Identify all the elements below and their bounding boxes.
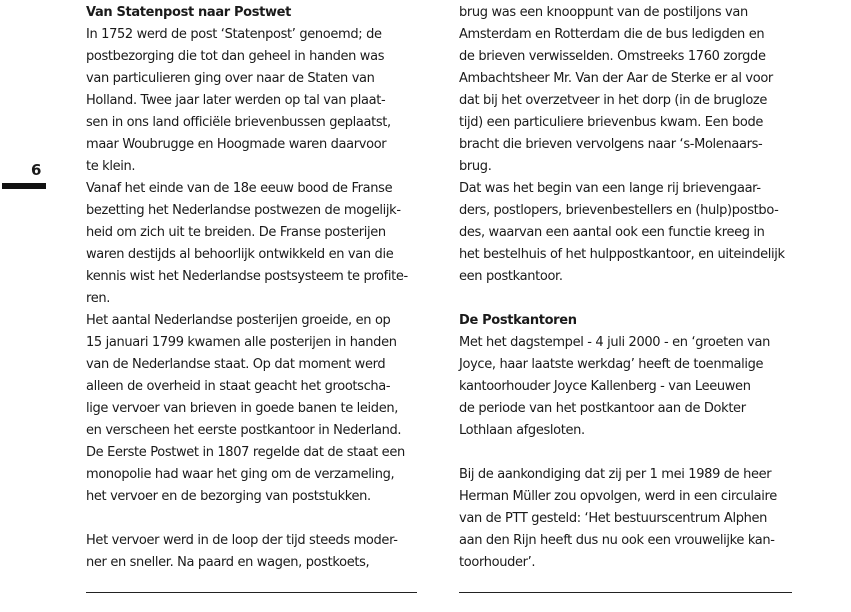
text-line: Dat was het begin van een lange rij brievengaar- — [459, 181, 761, 196]
text-line: van particulieren ging over naar de Staten van — [86, 71, 375, 86]
paragraph — [459, 332, 799, 442]
text-line: brug. — [459, 159, 492, 174]
right-column — [459, 2, 799, 574]
text-line: Herman Müller zou opvolgen, werd in een circulaire — [459, 489, 777, 504]
text-line: In 1752 werd de post ‘Statenpost’ genoemd; de — [86, 27, 382, 42]
text-line: Amsterdam en Rotterdam die de bus ledigden en — [459, 27, 765, 42]
text-line: een postkantoor. — [459, 269, 563, 284]
text-line: heid om zich uit te breiden. De Franse posterijen — [86, 225, 386, 240]
page-number: 6 — [31, 161, 42, 179]
text-line: kantoorhouder Joyce Kallenberg - van Leeuwen — [459, 379, 751, 394]
paragraph — [86, 178, 416, 310]
text-line: brug was een knooppunt van de postiljons van — [459, 5, 748, 20]
text-line: monopolie had waar het ging om de verzameling, — [86, 467, 395, 482]
page-margin-bar — [2, 183, 46, 189]
text-line: van de PTT gesteld: ‘Het bestuurscentrum Alphen — [459, 511, 768, 526]
paragraph-spacer — [86, 508, 416, 530]
text-line: Vanaf het einde van de 18e eeuw bood de Franse — [86, 181, 393, 196]
paragraph — [459, 178, 799, 288]
left-column — [86, 2, 416, 574]
section-heading-statenpost: Van Statenpost naar Postwet — [86, 5, 291, 20]
text-line: lige vervoer van brieven in goede banen te leiden, — [86, 401, 399, 416]
footer-rule-right — [459, 592, 792, 593]
text-line: tijd) een particuliere brievenbus kwam. Een bode — [459, 115, 764, 130]
text-line: 15 januari 1799 kwamen alle posterijen in handen — [86, 335, 397, 350]
text-line: maar Woubrugge en Hoogmade waren daarvoor — [86, 137, 387, 152]
text-line: ren. — [86, 291, 111, 306]
text-line: Het vervoer werd in de loop der tijd steeds moder- — [86, 533, 398, 548]
text-line: Lothlaan afgesloten. — [459, 423, 585, 438]
paragraph-spacer — [459, 442, 799, 464]
paragraph — [459, 464, 799, 574]
text-line: waren destijds al behoorlijk ontwikkeld en van die — [86, 247, 394, 262]
paragraph — [86, 24, 416, 178]
paragraph — [86, 530, 416, 574]
text-line: postbezorging die tot dan geheel in handen was — [86, 49, 385, 64]
text-line: kennis wist het Nederlandse postsysteem te profite- — [86, 269, 408, 284]
text-line: aan den Rijn heeft dus nu ook een vrouwelijke kan- — [459, 533, 775, 548]
text-line: Met het dagstempel - 4 juli 2000 - en ‘groeten van — [459, 335, 771, 350]
paragraph — [86, 310, 416, 508]
text-line: en verscheen het eerste postkantoor in Nederland. — [86, 423, 402, 438]
text-line: Het aantal Nederlandse posterijen groeide, en op — [86, 313, 391, 328]
text-line: van de Nederlandse staat. Op dat moment werd — [86, 357, 386, 372]
paragraph — [459, 2, 799, 178]
text-line: Ambachtsheer Mr. Van der Aar de Sterke er al voor — [459, 71, 773, 86]
text-line: sen in ons land officiële brievenbussen geplaatst, — [86, 115, 391, 130]
text-line: bezetting het Nederlandse postwezen de mogelijk- — [86, 203, 401, 218]
text-line: bracht die brieven vervolgens naar ‘s-Molenaars- — [459, 137, 763, 152]
text-line: het bestelhuis of het hulppostkantoor, en uiteindelijk — [459, 247, 785, 262]
text-line: toorhouder’. — [459, 555, 536, 570]
paragraph-spacer — [459, 288, 799, 310]
section-heading-postkantoren: De Postkantoren — [459, 313, 577, 328]
text-line: dat bij het overzetveer in het dorp (in de brugloze — [459, 93, 768, 108]
text-line: ner en sneller. Na paard en wagen, postkoets, — [86, 555, 370, 570]
text-line: de periode van het postkantoor aan de Dokter — [459, 401, 746, 416]
text-line: De Eerste Postwet in 1807 regelde dat de staat een — [86, 445, 405, 460]
text-line: te klein. — [86, 159, 136, 174]
text-line: Joyce, haar laatste werkdag’ heeft de toenmalige — [459, 357, 764, 372]
text-line: de brieven verwisselden. Omstreeks 1760 zorgde — [459, 49, 766, 64]
text-line: des, waarvan een aantal ook een functie kreeg in — [459, 225, 765, 240]
text-line: Bij de aankondiging dat zij per 1 mei 1989 de heer — [459, 467, 772, 482]
text-line: alleen de overheid in staat geacht het grootscha- — [86, 379, 391, 394]
text-line: het vervoer en de bezorging van poststukken. — [86, 489, 371, 504]
text-line: Holland. Twee jaar later werden op tal van plaat- — [86, 93, 386, 108]
text-line: ders, postlopers, brievenbestellers en (hulp)postbo- — [459, 203, 779, 218]
footer-rule-left — [86, 592, 417, 593]
